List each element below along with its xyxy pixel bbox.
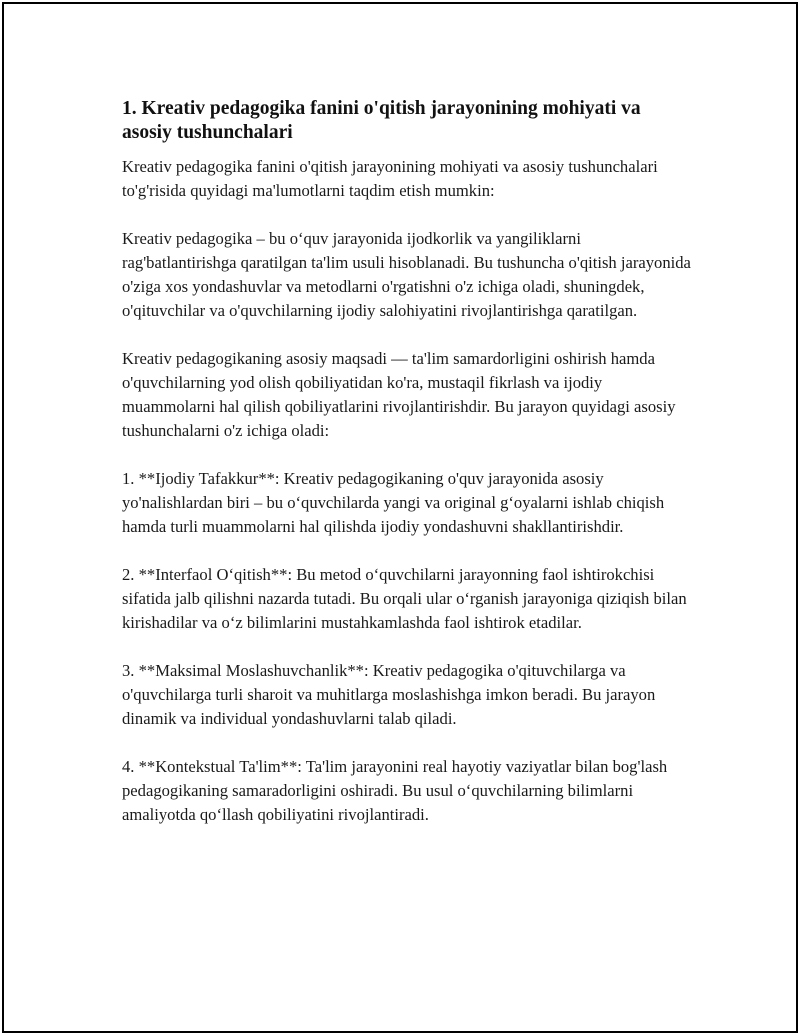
document-title: 1. Kreativ pedagogika fanini o'qitish jarayonining mohiyati va asosiy tushunchalari bbox=[122, 98, 641, 143]
definition-paragraph: Kreativ pedagogika – bu o‘quv jarayonida ijodkorlik va yangiliklarni rag'batlantirishga qaratilgan ta'lim usuli hisoblanadi. Bu tushuncha o'qitish jarayonida o'ziga xos yondashuvlar va metodlarni o'rgatishni o'z ichiga oladi, shuningdek, o'qituvchilar va o'quvchilarning ijodiy salohiyatini rivojlantirishga qaratilgan. bbox=[122, 229, 691, 320]
list-item-interactive-teaching: 2. **Interfaol O‘qitish**: Bu metod o‘quvchilarni jarayonning faol ishtirokchisi sifatida jalb qilishni nazarda tutadi. Bu orqali ular o‘rganish jarayoniga qiziqish bilan kirishadilar va o‘z bilimlarini mustahkamlashda faol ishtirok etadilar. bbox=[122, 565, 687, 632]
goal-paragraph: Kreativ pedagogikaning asosiy maqsadi — ta'lim samardorligini oshirish hamda o'quvchilarning yod olish qobiliyatidan ko'ra, mustaqil fikrlash va ijodiy muammolarni hal qilish qobiliyatlarini rivojlantirishdir. Bu jarayon quyidagi asosiy tushunchalarni o'z ichiga oladi: bbox=[122, 349, 676, 440]
intro-paragraph: Kreativ pedagogika fanini o'qitish jarayonining mohiyati va asosiy tushunchalari to'g'risida quyidagi ma'lumotlarni taqdim etish mumkin: bbox=[122, 157, 658, 200]
document-body bbox=[122, 97, 692, 851]
list-item-flexibility: 3. **Maksimal Moslashuvchanlik**: Kreativ pedagogika o'qituvchilarga va o'quvchilarga turli sharoit va muhitlarga moslashishga imkon beradi. Bu jarayon dinamik va individual yondashuvlarni talab qiladi. bbox=[122, 661, 656, 728]
list-item-contextual-learning: 4. **Kontekstual Ta'lim**: Ta'lim jarayonini real hayotiy vaziyatlar bilan bog'lash pedagogikaning samaradorligini oshiradi. Bu usul o‘quvchilarning bilimlarni amaliyotda qo‘llash qobiliyatini rivojlantiradi. bbox=[122, 757, 668, 824]
page-frame bbox=[3, 3, 797, 1032]
list-item-creative-thinking: 1. **Ijodiy Tafakkur**: Kreativ pedagogikaning o'quv jarayonida asosiy yo'nalishlardan biri – bu o‘quvchilarda yangi va original g‘oyalarni ishlab chiqish hamda turli muammolarni hal qilishda ijodiy yondashuvni shakllantirishdir. bbox=[122, 469, 665, 536]
